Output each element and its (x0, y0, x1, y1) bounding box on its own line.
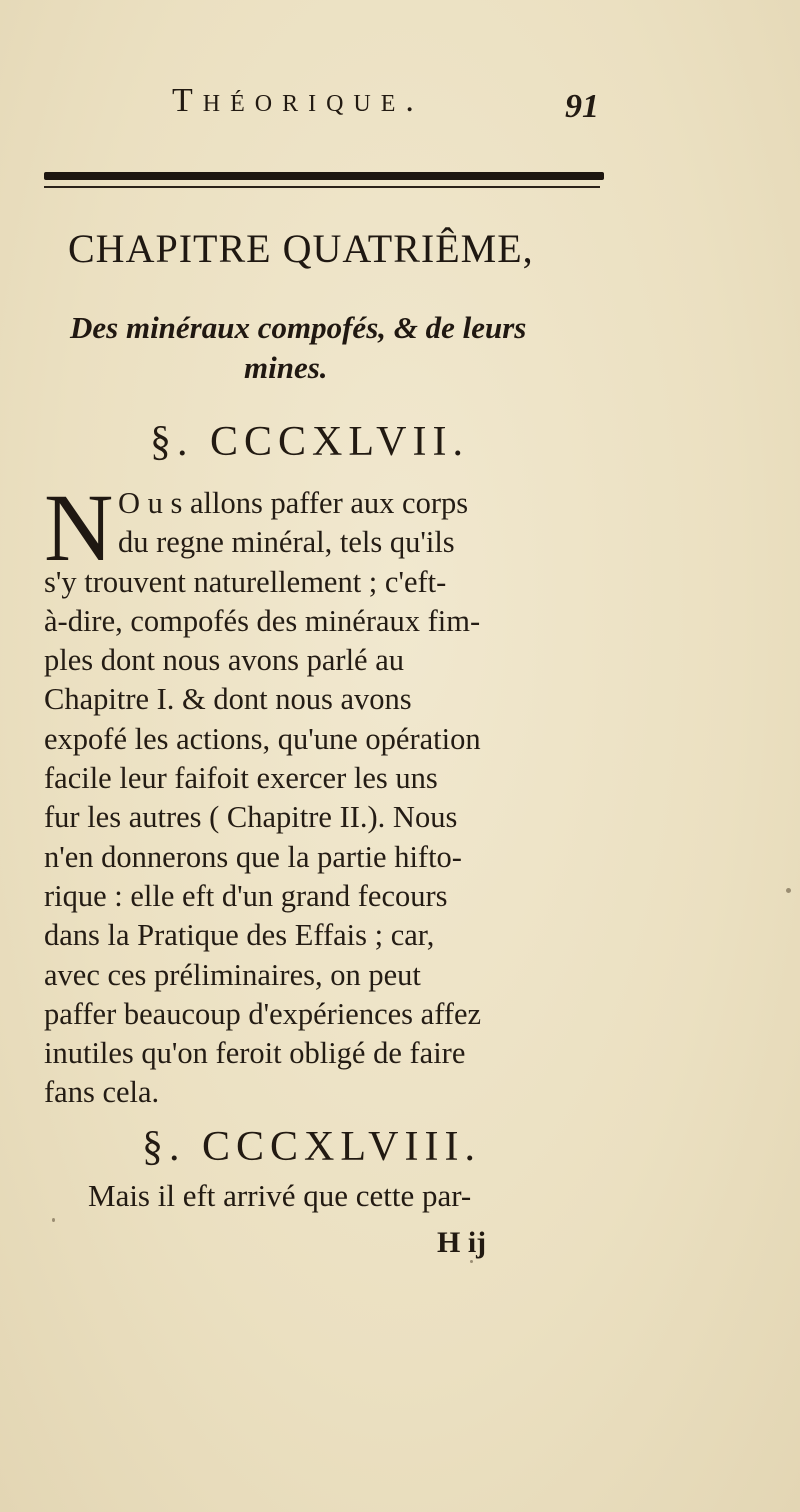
body-line: s'y trouvent naturellement ; c'eft- (44, 564, 447, 599)
continuation-line: Mais il eft arrivé que cette par- (88, 1178, 472, 1213)
running-title: Théorique. (172, 82, 424, 119)
body-line: paffer beaucoup d'expériences affez (44, 996, 482, 1031)
body-line: à-dire, compofés des minéraux fim- (44, 603, 481, 638)
section-heading-347: §. CCCXLVII. (150, 419, 469, 465)
body-line: facile leur faifoit exercer les uns (44, 761, 438, 796)
page-header (0, 78, 800, 128)
body-line: du regne minéral, tels qu'ils (118, 525, 455, 560)
subtitle-line-1: Des minéraux compofés, & de leurs (70, 310, 527, 345)
body-line: n'en donnerons que la partie hifto- (44, 839, 462, 874)
header-rule-thin (44, 186, 600, 188)
body-line: ples dont nous avons parlé au (44, 643, 404, 678)
body-line: fans cela. (44, 1075, 160, 1110)
body-line: rique : elle eft d'un grand fecours (44, 878, 448, 913)
body-line: Chapitre I. & dont nous avons (44, 682, 412, 717)
header-rule-thick (44, 172, 604, 180)
body-line: inutiles qu'on feroit obligé de faire (44, 1036, 466, 1071)
body-line: O u s allons paffer aux corps (118, 486, 469, 520)
body-line: dans la Pratique des Effais ; car, (44, 918, 435, 953)
paper-speck (470, 1260, 473, 1263)
paper-speck (52, 1218, 55, 1222)
body-line: expofé les actions, qu'une opération (44, 721, 481, 756)
signature-mark: H ij (437, 1226, 487, 1259)
chapter-title: CHAPITRE QUATRIÊME, (68, 226, 534, 271)
subtitle-line-2: mines. (244, 350, 328, 385)
page-number: 91 (565, 88, 599, 125)
section-heading-348: §. CCCXLVIII. (142, 1124, 481, 1170)
body-line: avec ces préliminaires, on peut (44, 957, 421, 992)
paper-speck (786, 888, 791, 893)
body-line: fur les autres ( Chapitre II.). Nous (44, 800, 458, 835)
drop-cap: N (44, 474, 114, 581)
chapter-subtitle (70, 308, 630, 388)
body-paragraph (44, 474, 604, 1113)
